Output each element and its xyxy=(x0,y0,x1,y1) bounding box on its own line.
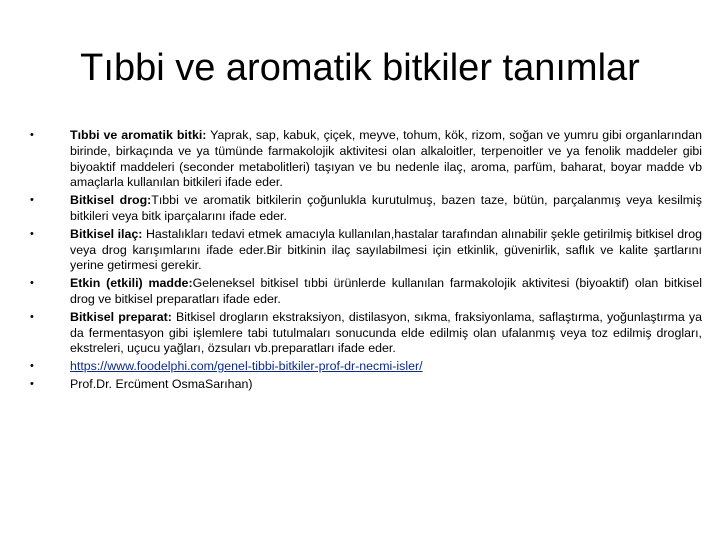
bullet-dot-icon: • xyxy=(30,227,34,240)
bullet-dot-icon: • xyxy=(30,129,34,141)
definition-term: Bitkisel preparat: xyxy=(70,309,172,324)
definition-term: Etkin (etkili) madde: xyxy=(70,276,193,291)
definition-term: Bitkisel drog: xyxy=(70,193,152,208)
list-item xyxy=(30,193,702,225)
bullet-dot-icon: • xyxy=(30,377,34,390)
bullet-list xyxy=(30,128,702,395)
definition-text: Bitkisel drogların ekstraksiyon, distilasyon, sıkma, fraksiyonlama, saflaştırma, yoğunlaştırma ya da fermentasyon gibi işlemlere tabi tutulmaları sonucunda elde edilmiş olan ufalanmış veya toz edilmiş drogları, ekstreleri, uçucu yağları, özsuları vb.preparatları ifade eder. xyxy=(70,309,702,356)
definition-text: Yaprak, sap, kabuk, çiçek, meyve, tohum, kök, rizom, soğan ve yumru gibi organlarından birinde, birkaçında ve ya tümünde farmakolojik aktivitesi olan alkaloitler, terpenoitler ve ya fenolik maddeler gibi biyoaktif maddeleri (seconder metabolitleri) taşıyan ve bu nedenle ilaç, aroma, parfüm, baharat, boyar madde vb amaçlarla kullanılan bitkileri ifade eder. xyxy=(70,128,702,190)
list-item xyxy=(30,128,702,191)
slide-title: Tıbbi ve aromatik bitkiler tanımlar xyxy=(80,47,640,89)
list-item xyxy=(30,276,702,308)
list-item xyxy=(30,227,702,274)
source-link[interactable]: https://www.foodelphi.com/genel-tibbi-bitkiler-prof-dr-necmi-isler/ xyxy=(70,359,423,374)
bullet-dot-icon: • xyxy=(30,277,34,290)
list-item xyxy=(30,359,702,375)
list-item xyxy=(30,377,702,393)
definition-term: Tıbbi ve aromatik bitki: xyxy=(70,128,207,142)
bullet-dot-icon: • xyxy=(30,194,34,207)
definition-text: Geleneksel bitkisel tıbbi ürünlerde kullanılan farmakolojik aktivitesi (biyoaktif) olan bitkisel drog ve bitkisel preparatları ifade eder. xyxy=(70,276,703,306)
definition-text: Hastalıkları tedavi etmek amacıyla kullanılan,hastalar tarafından alınabilir şekle getirilmiş bitkisel drog veya drog karışımlarını ifade eder.Bir bitkinin ilaç sayılabilmesi için etkinlik, güvenirlik, saflık ve kalite şartlarını yerine getirmesi gerekir. xyxy=(70,226,703,273)
definition-term: Bitkisel ilaç: xyxy=(70,226,143,241)
bullet-dot-icon: • xyxy=(30,360,34,373)
definition-text: Tıbbi ve aromatik bitkilerin çoğunlukla kurutulmuş, bazen taze, bütün, parçalanmış veya kesilmiş bitkileri veya bitk iparçalarını ifade eder. xyxy=(70,193,702,223)
bullet-dot-icon: • xyxy=(30,310,34,323)
list-item xyxy=(30,310,702,357)
author-credit: Prof.Dr. Ercüment OsmaSarıhan) xyxy=(70,376,253,391)
